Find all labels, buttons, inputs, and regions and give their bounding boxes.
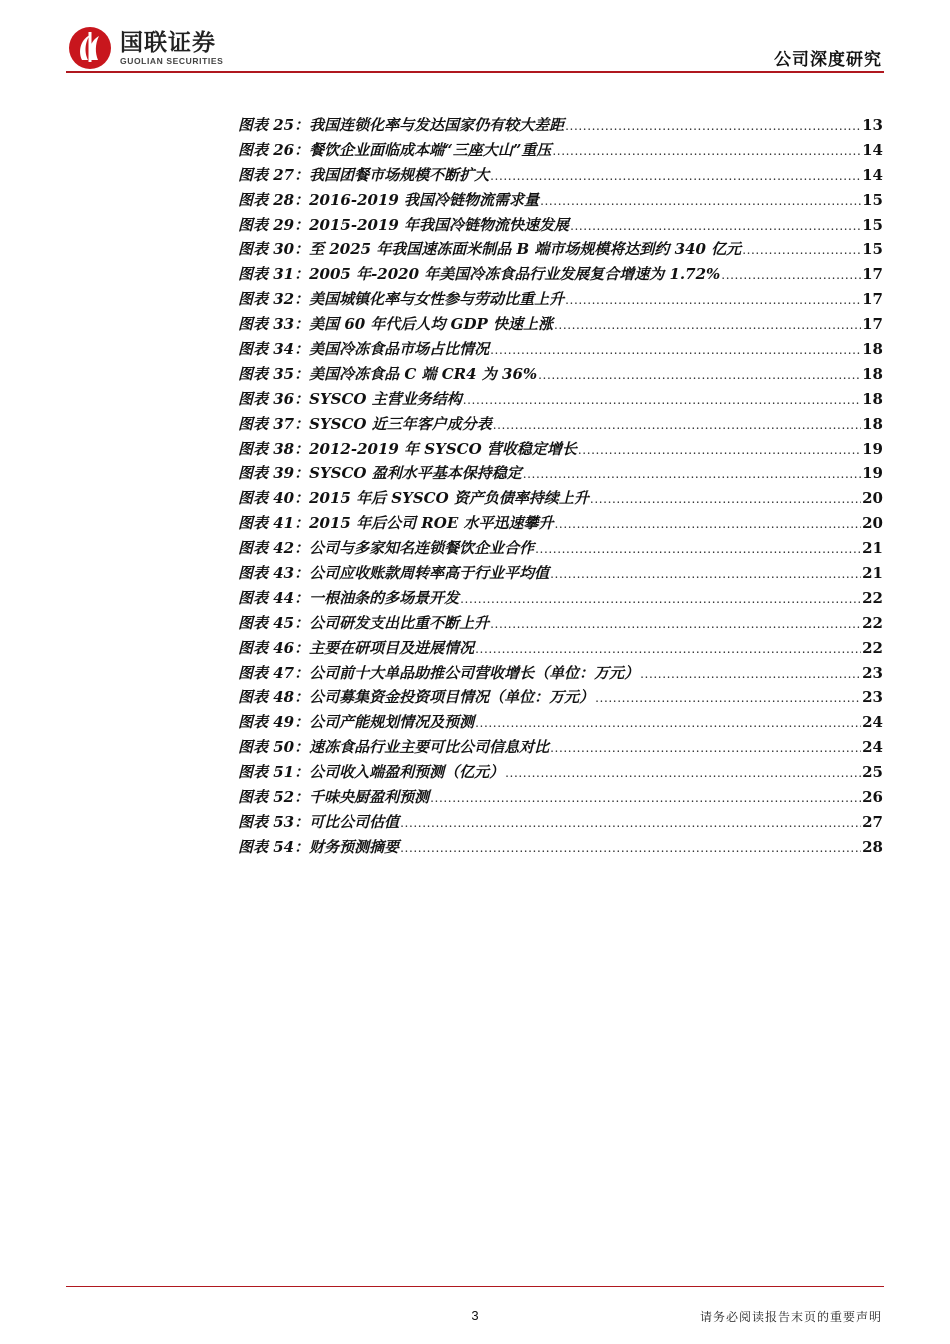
toc-entry-page: 26: [862, 788, 883, 807]
footer-divider: [66, 1286, 884, 1287]
toc-entry-title: 公司与多家知名连锁餐饮企业合作: [309, 539, 535, 558]
toc-entry-label: 图表 54：: [238, 837, 310, 856]
toc-entry[interactable]: [238, 512, 883, 537]
toc-dot-leader: [540, 194, 861, 208]
company-logo: [68, 26, 223, 70]
toc-entry-title: 千味央厨盈利预测: [309, 788, 430, 807]
toc-entry-label: 图表 40：: [238, 489, 310, 508]
toc-entry-page: 27: [862, 812, 883, 831]
toc-dot-leader: [550, 741, 861, 755]
toc-entry-page: 22: [862, 613, 883, 632]
toc-entry-label: 图表 41：: [238, 514, 310, 533]
toc-dot-leader: [552, 144, 861, 158]
toc-entry[interactable]: [238, 711, 883, 736]
toc-entry-title: 我国连锁化率与发达国家仍有较大差距: [309, 116, 565, 134]
toc-entry-page: 25: [862, 763, 883, 782]
toc-entry[interactable]: [238, 189, 883, 214]
toc-entry[interactable]: [238, 761, 883, 786]
toc-entry-label: 图表 32：: [238, 290, 310, 309]
toc-entry-label: 图表 37：: [238, 414, 310, 433]
toc-entry-page: 14: [862, 140, 883, 159]
toc-dot-leader: [463, 393, 861, 407]
toc-entry-title: 速冻食品行业主要可比公司信息对比: [309, 738, 550, 757]
toc-entry-title: 主要在研项目及进展情况: [309, 638, 475, 657]
toc-entry-page: 18: [862, 364, 883, 383]
toc-entry-title: 2016-2019 我国冷链物流需求量: [309, 190, 540, 209]
toc-entry-label: 图表 26：: [238, 140, 310, 159]
toc-entry-page: 23: [862, 663, 883, 682]
toc-entry[interactable]: [238, 662, 883, 687]
toc-entry-label: 图表 30：: [238, 240, 310, 259]
toc-entry[interactable]: [238, 313, 883, 338]
toc-entry-title: 2015-2019 年我国冷链物流快速发展: [309, 215, 570, 234]
toc-entry[interactable]: [238, 686, 883, 711]
toc-dot-leader: [490, 617, 861, 631]
toc-entry[interactable]: [238, 413, 883, 438]
toc-entry-label: 图表 25：: [238, 116, 310, 134]
figure-index-list: [238, 114, 883, 861]
toc-entry-page: 18: [862, 414, 883, 433]
toc-entry[interactable]: [238, 487, 883, 512]
toc-dot-leader: [555, 517, 862, 531]
toc-entry-title: 公司产能规划情况及预测: [309, 713, 475, 732]
toc-entry-label: 图表 34：: [238, 340, 310, 359]
toc-entry[interactable]: [238, 388, 883, 413]
toc-dot-leader: [565, 293, 861, 307]
toc-entry-label: 图表 48：: [238, 688, 310, 707]
toc-entry-page: 14: [862, 165, 883, 184]
toc-entry-label: 图表 36：: [238, 389, 310, 408]
toc-entry-label: 图表 42：: [238, 539, 310, 558]
toc-entry-label: 图表 29：: [238, 215, 310, 234]
toc-entry-label: 图表 45：: [238, 613, 310, 632]
toc-entry[interactable]: [238, 612, 883, 637]
toc-entry-page: 15: [862, 190, 883, 209]
toc-entry[interactable]: [238, 562, 883, 587]
toc-dot-leader: [523, 467, 861, 481]
toc-dot-leader: [430, 791, 861, 805]
footer-disclaimer: 请务必阅读报告末页的重要声明: [699, 1310, 882, 1324]
toc-entry-page: 23: [862, 688, 883, 707]
toc-entry-title: 至 2025 年我国速冻面米制品 B 端市场规模将达到约 340 亿元: [309, 240, 742, 259]
toc-entry-label: 图表 51：: [238, 763, 310, 782]
toc-entry-page: 13: [862, 116, 883, 134]
toc-entry-label: 图表 28：: [238, 190, 310, 209]
toc-entry-title: 美国冷冻食品市场占比情况: [309, 340, 490, 359]
toc-dot-leader: [490, 169, 861, 183]
toc-entry-title: 我国团餐市场规模不断扩大: [309, 165, 490, 184]
toc-entry-page: 17: [862, 265, 883, 284]
toc-dot-leader: [535, 542, 861, 556]
toc-entry-label: 图表 35：: [238, 364, 310, 383]
page-header: [0, 0, 950, 80]
toc-entry-page: 20: [862, 514, 883, 533]
toc-dot-leader: [550, 567, 861, 581]
toc-dot-leader: [570, 219, 861, 233]
toc-entry[interactable]: [238, 786, 883, 811]
logo-english-name: GUOLIAN SECURITIES: [120, 56, 224, 66]
toc-dot-leader: [721, 268, 861, 282]
toc-entry[interactable]: [238, 214, 883, 239]
toc-entry-label: 图表 53：: [238, 812, 310, 831]
toc-entry-page: 19: [862, 439, 883, 458]
toc-dot-leader: [505, 766, 861, 780]
toc-entry[interactable]: [238, 338, 883, 363]
toc-entry-label: 图表 39：: [238, 464, 310, 483]
toc-entry[interactable]: [238, 811, 883, 836]
toc-entry-title: 美国冷冻食品 C 端 CR4 为 36%: [309, 364, 538, 383]
toc-dot-leader: [475, 716, 861, 730]
toc-entry-page: 17: [862, 315, 883, 334]
toc-entry-page: 22: [862, 588, 883, 607]
toc-dot-leader: [554, 318, 861, 332]
toc-entry-title: 2015 年后 SYSCO 资产负债率持续上升: [309, 489, 589, 508]
toc-entry-label: 图表 27：: [238, 165, 310, 184]
toc-entry-page: 24: [862, 738, 883, 757]
toc-dot-leader: [475, 642, 861, 656]
toc-dot-leader: [400, 841, 861, 855]
toc-entry-title: 公司应收账款周转率高于行业平均值: [309, 564, 550, 583]
toc-dot-leader: [590, 492, 861, 506]
toc-entry-title: 一根油条的多场景开发: [309, 588, 460, 607]
toc-entry[interactable]: [238, 114, 883, 139]
toc-entry-title: 餐饮企业面临成本端“三座大山”重压: [309, 140, 552, 159]
toc-entry-label: 图表 43：: [238, 564, 310, 583]
toc-entry-title: 美国 60 年代后人均 GDP 快速上涨: [309, 315, 553, 334]
toc-entry-title: 可比公司估值: [309, 812, 400, 831]
toc-entry[interactable]: [238, 164, 883, 189]
toc-entry[interactable]: [238, 736, 883, 761]
toc-dot-leader: [578, 443, 861, 457]
toc-entry-title: 公司收入端盈利预测（亿元）: [309, 763, 505, 782]
toc-entry[interactable]: [238, 637, 883, 662]
toc-entry[interactable]: [238, 263, 883, 288]
toc-entry-page: 22: [862, 638, 883, 657]
toc-dot-leader: [460, 592, 861, 606]
toc-entry-page: 21: [862, 564, 883, 583]
toc-entry[interactable]: [238, 836, 883, 861]
toc-entry-title: 美国城镇化率与女性参与劳动比重上升: [309, 290, 565, 309]
toc-entry-page: 15: [862, 240, 883, 259]
toc-entry-title: SYSCO 近三年客户成分表: [309, 414, 492, 433]
toc-entry-label: 图表 46：: [238, 638, 310, 657]
toc-entry[interactable]: [238, 462, 883, 487]
toc-entry-title: SYSCO 盈利水平基本保持稳定: [309, 464, 522, 483]
toc-entry-page: 19: [862, 464, 883, 483]
toc-entry[interactable]: [238, 288, 883, 313]
toc-dot-leader: [490, 343, 861, 357]
toc-entry-label: 图表 50：: [238, 738, 310, 757]
toc-entry-label: 图表 49：: [238, 713, 310, 732]
toc-entry-page: 21: [862, 539, 883, 558]
toc-entry-label: 图表 44：: [238, 588, 310, 607]
toc-dot-leader: [400, 816, 861, 830]
guolian-logo-icon: [68, 26, 112, 70]
toc-entry-title: 公司研发支出比重不断上升: [309, 613, 490, 632]
toc-dot-leader: [742, 243, 861, 257]
toc-entry[interactable]: [238, 587, 883, 612]
toc-entry-title: 公司募集资金投资项目情况（单位：万元）: [309, 688, 595, 707]
toc-entry-title: SYSCO 主营业务结构: [309, 389, 462, 408]
toc-entry-page: 15: [862, 215, 883, 234]
toc-entry[interactable]: [238, 238, 883, 263]
page-number: 3: [471, 1308, 479, 1323]
header-divider: [66, 71, 884, 73]
toc-entry-title: 2005 年-2020 年美国冷冻食品行业发展复合增速为 1.72%: [309, 265, 721, 284]
toc-entry[interactable]: [238, 438, 883, 463]
toc-entry-title: 2012-2019 年 SYSCO 营收稳定增长: [309, 439, 577, 458]
toc-entry-label: 图表 47：: [238, 663, 310, 682]
report-type-label: 公司深度研究: [774, 50, 882, 70]
toc-entry-label: 图表 33：: [238, 315, 310, 334]
toc-entry-page: 28: [862, 837, 883, 856]
toc-dot-leader: [538, 368, 861, 382]
toc-entry[interactable]: [238, 537, 883, 562]
toc-entry-title: 公司前十大单品助推公司营收增长（单位：万元）: [309, 663, 640, 682]
toc-entry-page: 24: [862, 713, 883, 732]
toc-entry-label: 图表 31：: [238, 265, 310, 284]
toc-dot-leader: [565, 119, 861, 133]
toc-entry-page: 18: [862, 389, 883, 408]
toc-entry-label: 图表 38：: [238, 439, 310, 458]
toc-dot-leader: [640, 667, 861, 681]
toc-entry-page: 17: [862, 290, 883, 309]
toc-entry[interactable]: [238, 363, 883, 388]
toc-entry-title: 财务预测摘要: [309, 837, 400, 856]
toc-dot-leader: [493, 418, 861, 432]
toc-entry-label: 图表 52：: [238, 788, 310, 807]
toc-entry-page: 20: [862, 489, 883, 508]
toc-entry-title: 2015 年后公司 ROE 水平迅速攀升: [309, 514, 554, 533]
toc-dot-leader: [595, 691, 861, 705]
toc-entry[interactable]: [238, 139, 883, 164]
toc-entry-page: 18: [862, 340, 883, 359]
logo-chinese-name: 国联证券: [120, 30, 216, 56]
